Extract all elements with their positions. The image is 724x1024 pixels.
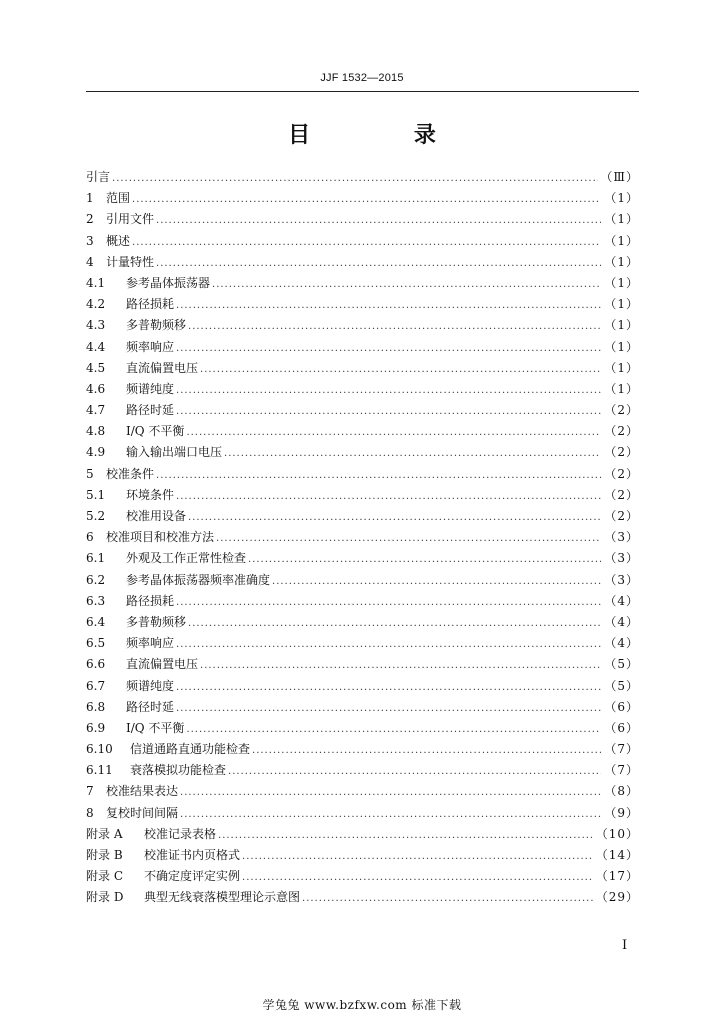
toc-entry-label: 校准记录表格 [144, 826, 217, 841]
toc-entry-number: 8 [86, 805, 94, 820]
toc-entry-page: （1） [604, 360, 639, 375]
toc-entry-page: （1） [604, 254, 639, 269]
toc-entry-number: 4.7 [86, 403, 106, 418]
toc-entry-page: （1） [604, 381, 639, 396]
toc-leader-dots [212, 279, 601, 290]
toc-entry-number: 1 [86, 191, 94, 206]
toc-leader-dots [176, 639, 601, 650]
toc-entry-label: 计量特性 [106, 254, 155, 269]
toc-entry-label: 直流偏置电压 [126, 657, 199, 672]
toc-entry-page: （1） [604, 233, 639, 248]
toc-leader-dots [272, 576, 601, 587]
toc-entry-number: 3 [86, 233, 94, 248]
toc-entry-page: （1） [604, 318, 639, 333]
toc-entry-page: （Ⅲ） [600, 170, 639, 184]
toc-entry[interactable] [86, 634, 639, 655]
toc-entry-number: 附录 D [86, 890, 124, 905]
toc-entry[interactable] [86, 825, 639, 846]
toc-entry[interactable] [86, 359, 639, 380]
toc-leader-dots [176, 343, 601, 354]
toc-entry-label: 直流偏置电压 [126, 360, 199, 375]
toc-entry-label: 频率响应 [126, 636, 175, 651]
toc-leader-dots [176, 300, 601, 311]
toc-entry[interactable] [86, 761, 639, 782]
toc-entry-page: （2） [604, 445, 639, 460]
toc-entry-number: 5.2 [86, 509, 106, 523]
toc-entry[interactable] [86, 888, 639, 909]
toc-entry-number: 6.4 [86, 614, 106, 629]
toc-entry[interactable] [86, 189, 639, 210]
toc-entry[interactable] [86, 740, 639, 761]
toc-entry-label: 信道通路直通功能检查 [130, 742, 251, 757]
toc-entry-number: 6.3 [86, 593, 106, 608]
toc-entry-label: 频谱纯度 [126, 381, 175, 396]
toc-leader-dots [186, 427, 601, 438]
toc-entry-page: （29） [595, 890, 639, 905]
toc-entry[interactable] [86, 401, 639, 422]
toc-leader-dots [176, 703, 601, 714]
toc-entry-label: 校准结果表达 [106, 784, 179, 799]
toc-entry[interactable] [86, 867, 639, 888]
toc-leader-dots [176, 406, 601, 417]
toc-leader-dots [200, 364, 601, 375]
toc-leader-dots [156, 470, 601, 481]
toc-entry-number: 6.11 [86, 763, 113, 778]
toc-entry[interactable] [86, 465, 639, 486]
toc-entry[interactable] [86, 274, 639, 295]
toc-entry[interactable] [86, 210, 639, 231]
toc-entry-label: 频谱纯度 [126, 678, 175, 693]
toc-entry-label: I/Q 不平衡 [126, 424, 185, 439]
toc-leader-dots [180, 787, 601, 798]
toc-entry-label: 路径损耗 [126, 593, 175, 608]
toc-entry-label: 参考晶体振荡器 [126, 275, 211, 290]
toc-leader-dots [248, 554, 601, 565]
toc-leader-dots [224, 448, 601, 459]
toc-entry-number: 4.4 [86, 339, 106, 354]
toc-leader-dots [176, 385, 601, 396]
toc-leader-dots [228, 766, 601, 777]
toc-entry-label: 校准条件 [106, 466, 155, 481]
toc-entry-page: （3） [604, 530, 639, 545]
toc-leader-dots [186, 724, 601, 735]
toc-entry[interactable] [86, 486, 639, 507]
toc-entry-label: 参考晶体振荡器频率准确度 [126, 572, 271, 587]
toc-entry-label: 输入输出端口电压 [126, 445, 223, 460]
toc-entry[interactable] [86, 613, 639, 634]
table-of-contents [86, 168, 639, 910]
toc-entry[interactable] [86, 253, 639, 274]
toc-leader-dots [156, 258, 601, 269]
toc-leader-dots [132, 237, 601, 248]
toc-entry[interactable] [86, 380, 639, 401]
toc-entry-page: （1） [604, 339, 639, 354]
toc-entry[interactable] [86, 804, 639, 825]
toc-leader-dots [252, 745, 601, 756]
toc-entry-label: 路径时延 [126, 699, 175, 714]
toc-leader-dots [176, 682, 601, 693]
toc-entry[interactable] [86, 655, 639, 676]
toc-entry-number: 7 [86, 784, 94, 799]
toc-entry-label: 频率响应 [126, 339, 175, 354]
toc-entry-number: 6 [86, 530, 94, 545]
toc-leader-dots [188, 321, 601, 332]
toc-entry-number: 附录 C [86, 869, 123, 884]
toc-entry-number: 2 [86, 212, 94, 227]
toc-entry-page: （3） [604, 551, 639, 566]
toc-entry-page: （17） [595, 869, 639, 884]
toc-entry[interactable] [86, 571, 639, 592]
toc-leader-dots [112, 173, 598, 184]
toc-leader-dots [302, 893, 594, 904]
header-rule [86, 91, 639, 92]
toc-entry-label: 路径时延 [126, 403, 175, 418]
toc-entry[interactable] [86, 507, 639, 528]
toc-entry[interactable] [86, 338, 639, 359]
toc-entry-page: （4） [604, 593, 639, 608]
toc-entry-number: 4.2 [86, 297, 106, 312]
page-number: I [622, 938, 628, 953]
toc-entry-label: 概述 [106, 233, 131, 248]
toc-entry-number: 附录 A [86, 826, 123, 841]
toc-entry-number: 6.1 [86, 551, 106, 566]
toc-entry-number: 6.9 [86, 720, 106, 735]
watermark-footer: 学兔兔 www.bzfxw.com 标准下载 [262, 998, 462, 1012]
toc-entry-number: 附录 B [86, 848, 123, 862]
document-code-header: JJF 1532—2015 [320, 72, 404, 84]
toc-entry-number: 6.6 [86, 657, 106, 672]
toc-entry-label: 衰落模拟功能检查 [130, 763, 227, 778]
toc-entry-label: 复校时间间隔 [106, 805, 179, 820]
toc-entry-page: （1） [604, 212, 639, 227]
toc-entry[interactable] [86, 549, 639, 570]
toc-entry-page: （4） [604, 636, 639, 651]
toc-entry-label: 范围 [106, 191, 131, 206]
toc-leader-dots [188, 618, 601, 629]
toc-entry-page: （7） [604, 742, 639, 757]
toc-entry[interactable] [86, 422, 639, 443]
toc-entry-number: 5.1 [86, 487, 106, 502]
toc-leader-dots [188, 512, 601, 523]
toc-entry-label: 路径损耗 [126, 297, 175, 312]
toc-entry-page: （1） [604, 275, 639, 290]
toc-entry[interactable] [86, 719, 639, 740]
toc-entry[interactable] [86, 846, 639, 867]
toc-entry-label: 引言 [86, 170, 111, 184]
toc-entry-label: 多普勒频移 [126, 318, 187, 333]
toc-entry[interactable] [86, 528, 639, 549]
toc-entry-number: 6.2 [86, 572, 106, 587]
toc-entry-number: 4 [86, 254, 94, 269]
toc-entry[interactable] [86, 443, 639, 464]
toc-entry-page: （5） [604, 657, 639, 672]
toc-entry-page: （1） [604, 297, 639, 312]
toc-entry-page: （8） [604, 784, 639, 799]
toc-entry[interactable] [86, 168, 639, 189]
toc-entry-number: 6.5 [86, 636, 106, 651]
toc-entry-number: 4.9 [86, 445, 106, 460]
toc-entry-label: 环境条件 [126, 487, 175, 502]
toc-entry[interactable] [86, 232, 639, 253]
toc-entry-number: 4.6 [86, 381, 106, 396]
toc-leader-dots [176, 491, 601, 502]
toc-entry-number: 4.3 [86, 318, 106, 333]
toc-entry-page: （1） [604, 191, 639, 206]
toc-entry-page: （2） [604, 487, 639, 502]
toc-entry[interactable] [86, 316, 639, 337]
toc-entry-number: 5 [86, 466, 94, 481]
toc-entry[interactable] [86, 698, 639, 719]
toc-leader-dots [200, 660, 601, 671]
toc-leader-dots [176, 597, 601, 608]
toc-entry-number: 4.8 [86, 424, 106, 439]
page-title: 目 录 [288, 123, 484, 148]
toc-entry-page: （10） [595, 826, 639, 841]
toc-entry-page: （5） [604, 678, 639, 693]
toc-entry-page: （2） [604, 403, 639, 418]
toc-entry-page: （6） [604, 720, 639, 735]
toc-entry-number: 6.10 [86, 742, 113, 757]
toc-entry-number: 4.1 [86, 275, 106, 290]
toc-entry[interactable] [86, 592, 639, 613]
toc-entry-label: 多普勒频移 [126, 614, 187, 629]
toc-leader-dots [180, 809, 601, 820]
toc-entry[interactable] [86, 677, 639, 698]
toc-entry-number: 6.8 [86, 699, 106, 714]
toc-entry-label: 典型无线衰落模型理论示意图 [144, 890, 301, 905]
toc-leader-dots [216, 533, 601, 544]
toc-entry-label: 引用文件 [106, 212, 155, 227]
toc-entry-page: （7） [604, 763, 639, 778]
toc-leader-dots [242, 851, 594, 862]
toc-entry[interactable] [86, 295, 639, 316]
toc-entry-label: 不确定度评定实例 [144, 869, 241, 884]
toc-leader-dots [218, 830, 594, 841]
toc-leader-dots [132, 194, 601, 205]
toc-entry-page: （2） [604, 509, 639, 523]
toc-leader-dots [242, 872, 594, 883]
toc-entry-page: （3） [604, 572, 639, 587]
toc-entry-label: 外观及工作正常性检查 [126, 551, 247, 566]
toc-entry-number: 6.7 [86, 678, 106, 693]
toc-entry-number: 4.5 [86, 360, 106, 375]
toc-entry-page: （9） [604, 805, 639, 820]
toc-entry-page: （2） [604, 424, 639, 439]
toc-leader-dots [156, 215, 601, 226]
toc-entry-label: 校准项目和校准方法 [106, 530, 215, 545]
toc-entry-label: I/Q 不平衡 [126, 720, 185, 735]
toc-entry-page: （4） [604, 614, 639, 629]
toc-entry-page: （2） [604, 466, 639, 481]
toc-entry-label: 校准用设备 [126, 509, 187, 523]
toc-entry-page: （14） [595, 848, 639, 862]
toc-entry[interactable] [86, 782, 639, 803]
toc-entry-label: 校准证书内页格式 [144, 848, 241, 862]
toc-entry-page: （6） [604, 699, 639, 714]
